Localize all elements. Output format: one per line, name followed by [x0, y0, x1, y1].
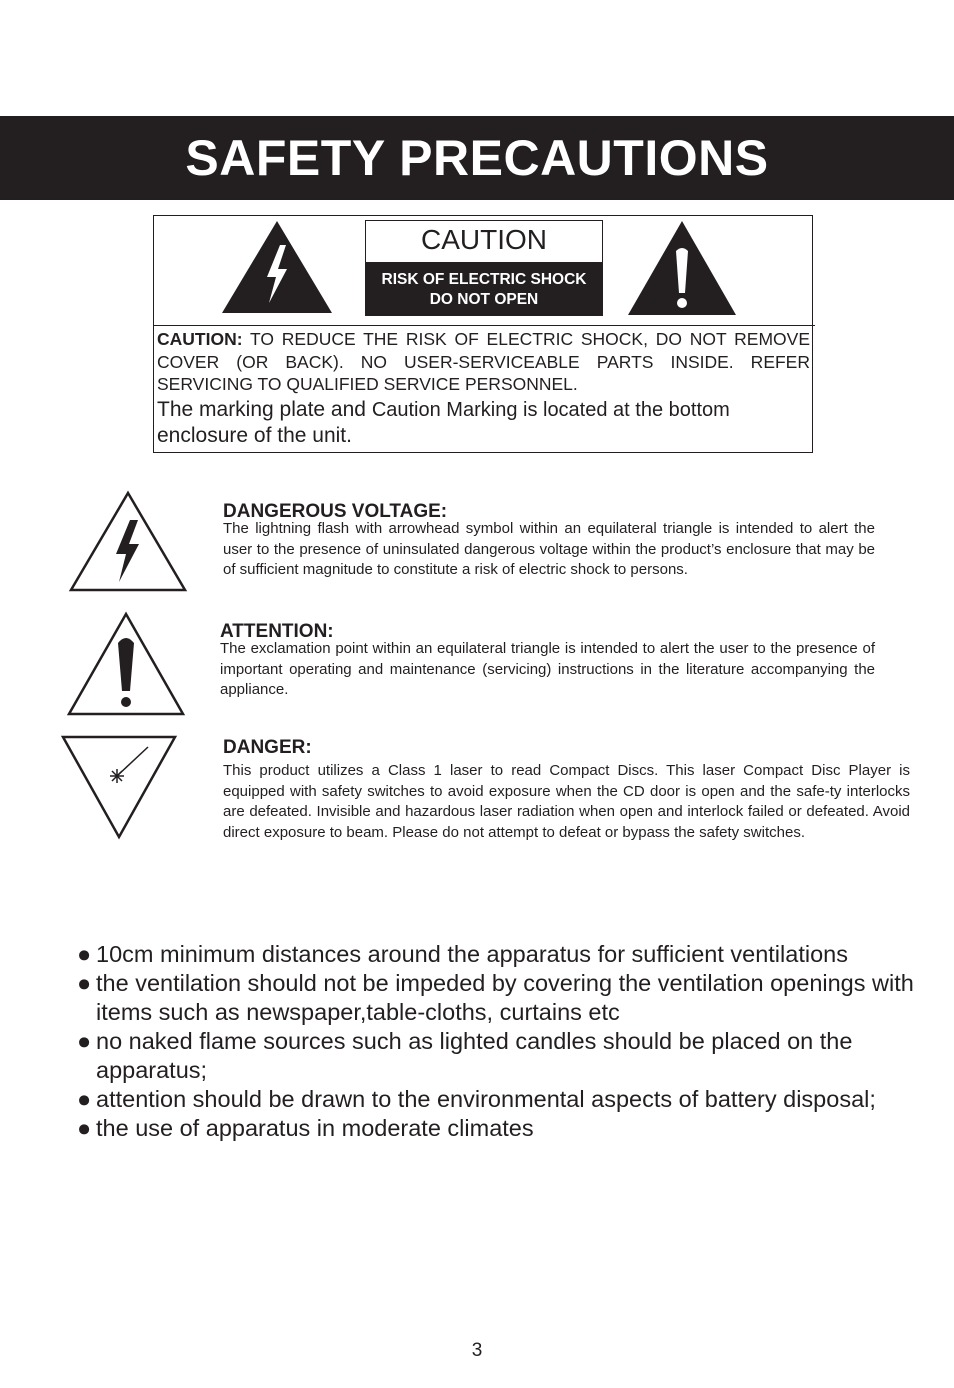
bullet-dot: ●: [77, 941, 92, 967]
bullet-dot: ●: [77, 1115, 92, 1141]
lightning-triangle-icon: [220, 219, 334, 315]
bullet-text: attention should be drawn to the environmental aspects of battery disposal;: [96, 1086, 876, 1112]
lightning-triangle-icon: [68, 490, 188, 593]
exclamation-triangle-icon: [626, 219, 738, 317]
bullet-dot: ●: [77, 1086, 92, 1112]
page-title: SAFETY PRECAUTIONS: [185, 130, 769, 186]
caution-heading: CAUTION: [421, 224, 547, 255]
caution-text: TO REDUCE THE RISK OF ELECTRIC SHOCK, DO NOT REMOVE COVER (OR BACK). NO USER-SERVICEABLE PARTS INSIDE. REFER SERVICING TO QUALIFIED SERVICE PERSONNEL.: [157, 329, 810, 394]
bullet-text: no naked flame sources such as lighted candles should be placed on the apparatus;: [96, 1028, 853, 1083]
caution-paragraph: [157, 328, 810, 396]
shock-warning-band: [366, 262, 602, 315]
bullet-item: [77, 1114, 937, 1143]
attention-text: The exclamation point within an equilateral triangle is intended to alert the user to the presence of important operating and maintenance (servicing) instructions in the literature accompanying the appliance.: [220, 640, 875, 698]
caution-box-divider: [153, 325, 815, 326]
marking-note-part-1: The marking plate and: [157, 398, 366, 421]
bullet-text: 10cm minimum distances around the apparatus for sufficient ventilations: [96, 941, 848, 967]
page-number: 3: [471, 1340, 483, 1361]
marking-note-part-2: Caution Marking is located at the bottom: [371, 399, 730, 421]
shock-warning-line-1: RISK OF ELECTRIC SHOCK: [381, 271, 587, 288]
dangerous-voltage-text: The lightning flash with arrowhead symbol within an equilateral triangle is intended to alert the user to the presence of uninsulated dangerous voltage within the product’s enclosure that may be of sufficient magnitude to constitute a risk of electric shock to persons.: [223, 520, 875, 578]
bullet-dot: ●: [77, 970, 92, 996]
bullet-item: [77, 1085, 937, 1114]
bullet-text: the ventilation should not be impeded by covering the ventilation openings with items such as newspaper,table-cloths, curtains etc: [96, 970, 914, 1025]
danger-text: This product utilizes a Class 1 laser to read Compact Discs. This laser Compact Disc Player is equipped with safety switches to avoid exposure when the CD door is open and the safe-ty interlocks are defeated. Invisible and hazardous laser radiation when open and interlock failed or defeated. Avoid direct exposure to beam. Please do not attempt to defeat or bypass the safety switches.: [223, 762, 910, 841]
attention-title: ATTENTION:: [220, 621, 334, 642]
ventilation-bullet-list: [77, 940, 937, 1143]
shock-warning-line-2: DO NOT OPEN: [429, 291, 539, 308]
exclamation-triangle-icon: [66, 611, 186, 717]
bullet-text: the use of apparatus in moderate climates: [96, 1115, 534, 1141]
danger-title: DANGER:: [223, 737, 312, 758]
bullet-dot: ●: [77, 1028, 92, 1054]
dangerous-voltage-title: DANGEROUS VOLTAGE:: [223, 501, 448, 522]
marking-note-part-3: enclosure of the unit.: [157, 424, 352, 447]
bullet-item: [77, 969, 937, 1027]
bullet-item: [77, 940, 937, 969]
caution-lead: CAUTION:: [157, 329, 243, 349]
bullet-item: [77, 1027, 937, 1085]
laser-triangle-icon: [60, 734, 178, 840]
marking-note: [157, 397, 817, 449]
title-band: [0, 116, 954, 200]
